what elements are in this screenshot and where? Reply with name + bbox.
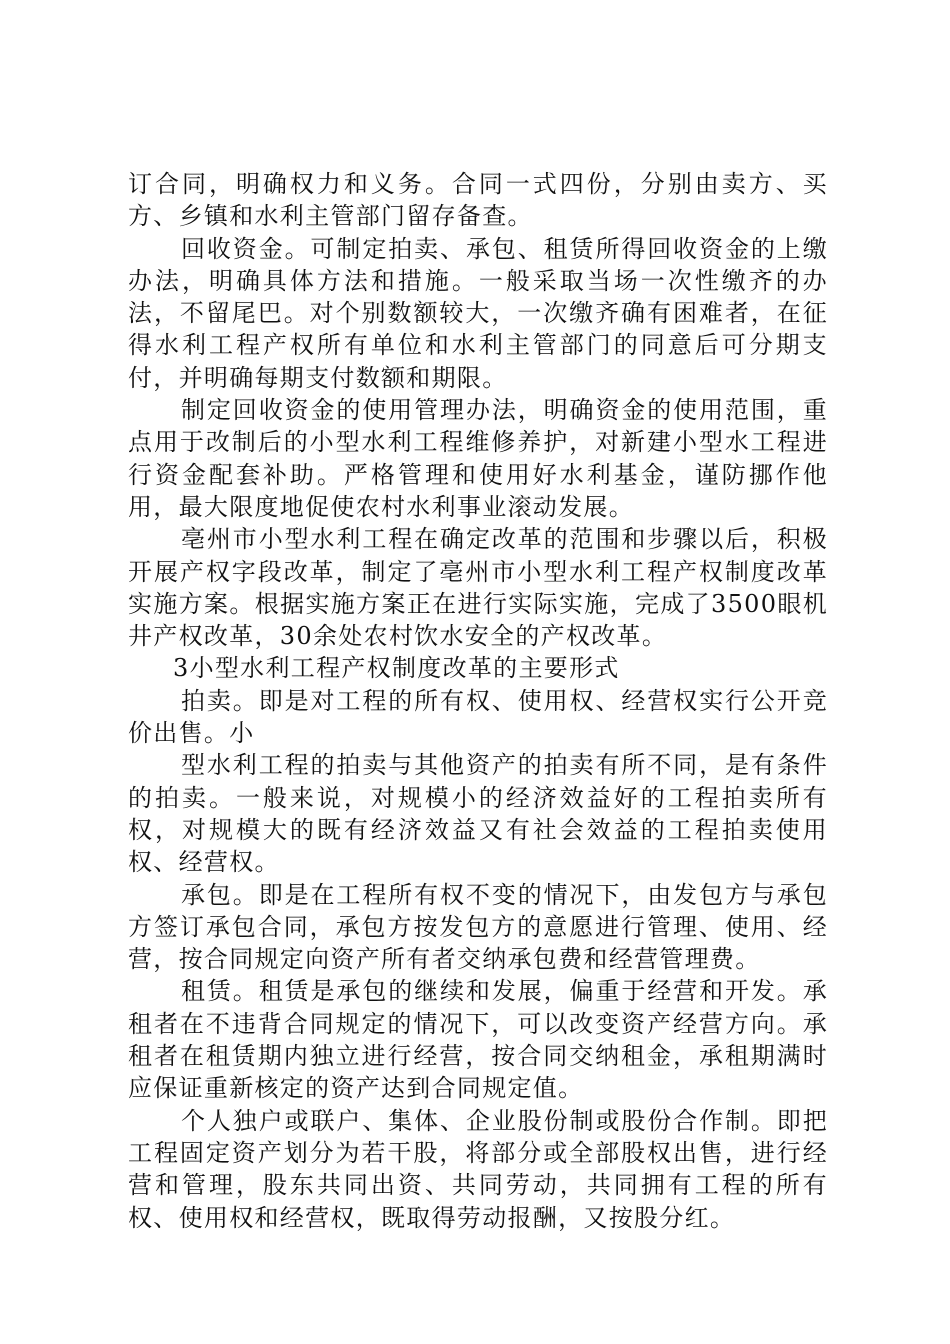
paragraph-contract-continuation: 订合同，明确权力和义务。合同一式四份，分别由卖方、买方、乡镇和水利主管部门留存备查。 — [128, 170, 828, 231]
paragraph-contracting: 承包。即是在工程所有权不变的情况下，由发包方与承包方签订承包合同，承包方按发包方的意愿进行管理、使用、经营，按合同规定向资产所有者交纳承包费和经营管理费。 — [128, 880, 828, 974]
document-body — [128, 168, 828, 1234]
paragraph-recover-funds: 回收资金。可制定拍卖、承包、租赁所得回收资金的上缴办法，明确具体方法和措施。一般采取当场一次性缴齐的办法，不留尾巴。对个别数额较大，一次缴齐确有困难者，在征得水利工程产权所有单位和水利主管部门的同意后可分期支付，并明确每期支付数额和期限。 — [128, 234, 828, 392]
paragraph-leasing: 租赁。租赁是承包的继续和发展，偏重于经营和开发。承租者在不违背合同规定的情况下，可以改变资产经营方向。承租者在租赁期内独立进行经营，按合同交纳租金，承租期满时应保证重新核定的资产达到合同规定值。 — [128, 977, 828, 1103]
paragraph-auction-continued: 型水利工程的拍卖与其他资产的拍卖有所不同，是有条件的拍卖。一般来说，对规模小的经济效益好的工程拍卖所有权，对规模大的既有经济效益又有社会效益的工程拍卖使用权、经营权。 — [128, 751, 828, 877]
paragraph-auction: 拍卖。即是对工程的所有权、使用权、经营权实行公开竞价出售。小 — [128, 686, 828, 748]
section-heading-reform-forms: 3小型水利工程产权制度改革的主要形式 — [173, 654, 620, 683]
paragraph-fund-usage: 制定回收资金的使用管理办法，明确资金的使用范围，重点用于改制后的小型水利工程维修养护，对新建小型水工程进行资金配套补助。严格管理和使用好水利基金，谨防挪作他用，最大限度地促使农村水利事业滚动发展。 — [128, 396, 828, 521]
paragraph-shareholding: 个人独户或联户、集体、企业股份制或股份合作制。即把工程固定资产划分为若干股，将部分或全部股权出售，进行经营和管理，股东共同出资、共同劳动，共同拥有工程的所有权、使用权和经营权，既取得劳动报酬，又按股分红。 — [128, 1106, 828, 1232]
paragraph-bozhou-reform: 亳州市小型水利工程在确定改革的范围和步骤以后，积极开展产权字段改革，制定了亳州市小型水利工程产权制度改革实施方案。根据实施方案正在进行实际实施，完成了3500眼机井产权改革，30余处农村饮水安全的产权改革。 — [128, 525, 828, 651]
